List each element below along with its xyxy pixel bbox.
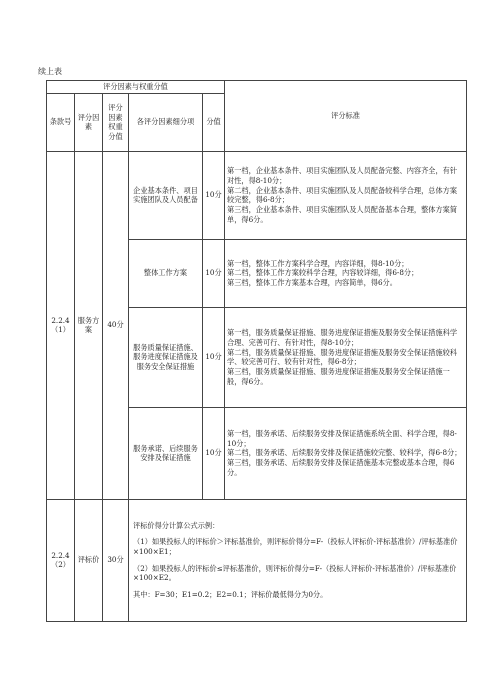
header-sub-item: 各评分因素细分项: [129, 93, 203, 151]
standard-line: 第三档，服务承诺、后续服务安排及保证措施基本完整或基本合理，得6分。: [227, 458, 455, 477]
price-formula: [129, 499, 467, 621]
header-row-group: [47, 81, 467, 94]
sub-item-score: 10分: [203, 239, 225, 307]
sub-item-score: 10分: [203, 151, 225, 239]
header-group: 评分因素与权重分值: [47, 81, 225, 94]
header-factor: 评分因素: [75, 93, 103, 151]
section1-clause: 2.2.4（1）: [47, 151, 75, 499]
formula-line: （2）如果投标人的评标价≤评标基准价，则评标价得分=F-（投标人评标价-评标基准价）/评标基准价×100×E2。: [133, 563, 457, 583]
standard-line: 第三档，服务质量保证措施、服务进度保证措施及服务安全保证措施一般，得6分。: [227, 366, 450, 386]
table-row: [47, 151, 467, 239]
sub-item-name: 企业基本条件、项目实施团队及人员配备: [129, 151, 203, 239]
scoring-table: [46, 80, 467, 622]
section2-factor: 评标价: [75, 499, 103, 621]
standard-line: 第三档，企业基本条件、项目实施团队及人员配备基本合理，整体方案简单，得6分。: [227, 204, 458, 224]
scoring-standard: [225, 407, 467, 499]
standard-line: 第一档，服务承诺、后续服务安排及保证措施系统全面、科学合理，得8-10分；: [227, 428, 457, 448]
formula-line: 评标价得分计算公式示例：: [133, 520, 220, 530]
standard-line: 第二档，整体工作方案较科学合理，内容较详细，得6-8分；: [227, 268, 419, 278]
sub-item-score: 10分: [203, 407, 225, 499]
standard-line: 第二档，服务质量保证措施、服务进度保证措施及服务安全保证措施较科学、较完善可行、较有针对性，得6-8分；: [227, 347, 458, 367]
standard-line: 第三档，整体工作方案基本合理，内容简单，得6分。: [227, 278, 397, 288]
sub-item-score: 10分: [203, 307, 225, 407]
scoring-standard: [225, 307, 467, 407]
section1-factor: 服务方案: [75, 151, 103, 499]
section1-weight: 40分: [103, 151, 129, 499]
header-clause-no: 条款号: [47, 93, 75, 151]
formula-line: （1）如果投标人的评标价＞评标基准价，则评标价得分=F-（投标人评标价-评标基准价）/评标基准价×100×E1；: [133, 537, 458, 556]
table-row: [47, 499, 467, 621]
sub-item-name: 服务质量保证措施、服务进度保证措施及服务安全保证措施: [129, 307, 203, 407]
standard-line: 第一档，服务质量保证措施、服务进度保证措施及服务安全保证措施科学合理、完善可行、有针对性，得8-10分；: [227, 328, 458, 347]
standard-line: 第一档，企业基本条件、项目实施团队及人员配备完整、内容齐全，有针对性，得8-10分；: [227, 166, 458, 185]
standard-line: 第一档，整体工作方案科学合理，内容详细，得8-10分；: [227, 258, 409, 268]
header-standard: 评分标准: [225, 81, 467, 152]
standard-line: 第二档，企业基本条件、项目实施团队及人员配备较科学合理，总体方案较完整，得6-8分；: [227, 185, 458, 205]
standard-line: 第二档，服务承诺、后续服务安排及保证措施较完整、较科学，得6-8分；: [227, 448, 462, 458]
header-score: 分值: [203, 93, 225, 151]
sub-item-name: 整体工作方案: [129, 239, 203, 307]
header-weight: 评分因素权重分值: [103, 93, 129, 151]
formula-line: 其中：F=30；E1=0.2；E2=0.1；评标价最低得分为0分。: [133, 590, 328, 600]
sub-item-name: 服务承诺、后续服务安排及保证措施: [129, 407, 203, 499]
scoring-standard: [225, 151, 467, 239]
continued-label: 续上表: [38, 67, 62, 76]
section2-clause: 2.2.4（2）: [47, 499, 75, 621]
scoring-standard: [225, 239, 467, 307]
section2-weight: 30分: [103, 499, 129, 621]
